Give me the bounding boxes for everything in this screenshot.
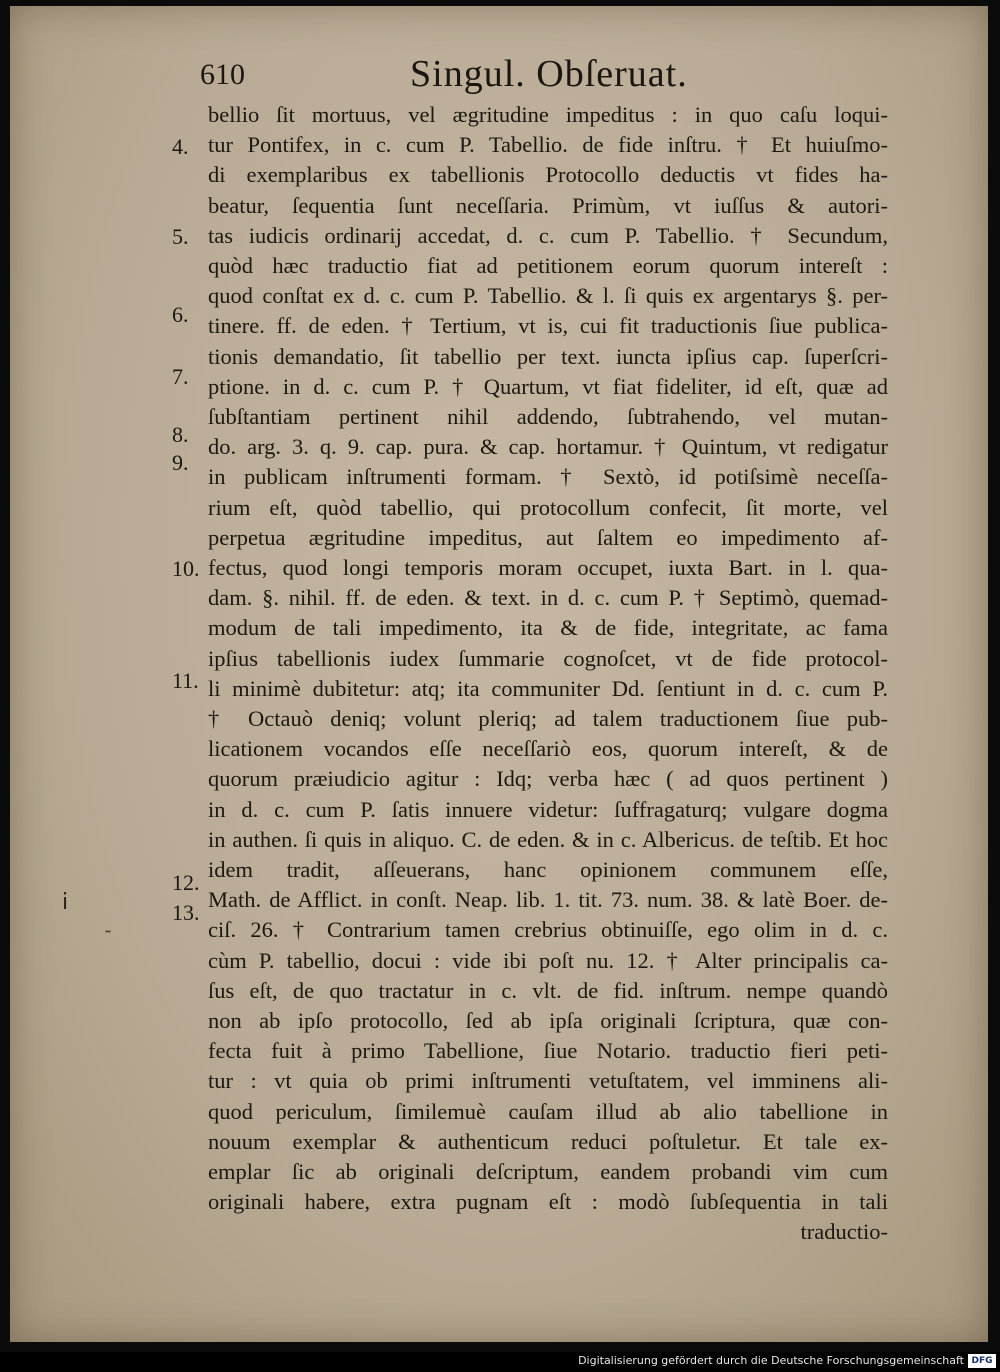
text-line: originali habere, extra pugnam eſt : modò ſubſequentia in tali bbox=[208, 1189, 888, 1215]
text-line: licationem vocandos eſſe neceſſariò eos, quorum intereſt, & de bbox=[208, 736, 888, 762]
text-line: modum de tali impedimento, ita & de fide, integritate, ac fama bbox=[208, 615, 888, 641]
text-line: tur Pontifex, in c. cum P. Tabellio. de fide inſtru. † Et huiuſmo- bbox=[208, 132, 888, 158]
text-line: in d. c. cum P. ſatis innuere videtur: ſuffragaturq; vulgare dogma bbox=[208, 796, 888, 822]
text-line: bellio ſit mortuus, vel ægritudine impeditus : in quo caſu loqui- bbox=[208, 102, 888, 127]
ink-mark: ˜ bbox=[104, 928, 112, 947]
margin-number: 7. bbox=[172, 364, 189, 389]
text-line: tinere. ff. de eden. † Tertium, vt is, cui fit traductionis ſiue publica- bbox=[208, 313, 888, 339]
text-line: nouum exemplar & authenticum reduci poſtuletur. Et tale ex- bbox=[208, 1128, 888, 1154]
text-line: idem tradit, aſſeuerans, hanc opinionem communem eſſe, bbox=[208, 857, 888, 882]
text-line: Math. de Afflict. in conſt. Neap. lib. 1. tit. 73. num. 38. & latè Boer. de- bbox=[208, 887, 888, 913]
text-line: perpetua ægritudine impeditus, aut ſaltem eo impedimento af- bbox=[208, 524, 888, 550]
text-line: beatur, ſequentia ſunt neceſſaria. Primùm, vt iuſſus & autori- bbox=[208, 192, 888, 218]
text-line: rium eſt, quòd tabellio, qui protocollum confecit, ſit morte, vel bbox=[208, 494, 888, 520]
ink-mark: ⅰ bbox=[62, 890, 69, 915]
text-line: cùm P. tabellio, docui : vide ibi poſt nu. 12. † Alter principalis ca- bbox=[208, 947, 888, 973]
text-line: ptione. in d. c. cum P. † Quartum, vt fiat fideliter, id eſt, quæ ad bbox=[208, 373, 888, 399]
margin-number: 11. bbox=[172, 668, 199, 693]
footer-text: Digitalisierung gefördert durch die Deutsche Forschungsgemeinschaft bbox=[578, 1354, 964, 1367]
text-line: † Octauò deniq; volunt pleriq; ad talem traductionem ſiue pub- bbox=[208, 706, 888, 731]
text-line: traductio- bbox=[800, 1219, 888, 1245]
text-line: ciſ. 26. † Contrarium tamen crebrius obtinuiſſe, ego olim in d. c. bbox=[208, 917, 888, 943]
text-line: di exemplaribus ex tabellionis Protocollo deductis vt fides ha- bbox=[208, 162, 888, 188]
dfg-logo: DFG bbox=[968, 1354, 996, 1368]
running-title: Singul. Obſeruat. bbox=[410, 53, 688, 95]
margin-number: 4. bbox=[172, 134, 189, 159]
text-line: in publicam inſtrumenti formam. † Sextò, id potiſsimè neceſſa- bbox=[208, 464, 888, 490]
margin-number: 6. bbox=[172, 302, 189, 327]
margin-number: 8. bbox=[172, 422, 189, 447]
text-line: ſubſtantiam pertinent nihil addendo, ſubtrahendo, vel mutan- bbox=[208, 404, 888, 429]
text-line: tur : vt quia ob primi inſtrumenti vetuſtatem, vel imminens ali- bbox=[208, 1068, 888, 1094]
text-line: quod conſtat ex d. c. cum P. Tabellio. & l. ſi quis ex argentarys §. per- bbox=[208, 283, 888, 309]
text-line: quorum præiudicio agitur : Idq; verba hæc ( ad quos pertinent ) bbox=[208, 766, 888, 792]
text-line: dam. §. nihil. ff. de eden. & text. in d. c. cum P. † Septimò, quemad- bbox=[208, 585, 888, 611]
text-line: ſus eſt, de quo tractatur in c. vlt. de fid. inſtrum. nempe quandò bbox=[208, 977, 888, 1003]
text-line: ipſius tabellionis iudex ſummarie cognoſcet, vt de fide protocol- bbox=[208, 645, 888, 671]
text-line: non ab ipſo protocollo, ſed ab ipſa originali ſcriptura, quæ con- bbox=[208, 1008, 888, 1033]
text-line: li minimè dubitetur: atq; ita communiter Dd. ſentiunt in d. c. cum P. bbox=[208, 675, 888, 701]
footer-bar bbox=[0, 1352, 1000, 1372]
margin-number: 12. bbox=[172, 870, 200, 895]
text-line: fecta fuit à primo Tabellione, ſiue Notario. traductio fieri peti- bbox=[208, 1038, 888, 1064]
margin-number: 9. bbox=[172, 450, 189, 475]
margin-number: 5. bbox=[172, 224, 189, 249]
text-line: in authen. ſi quis in aliquo. C. de eden. & in c. Albericus. de teſtib. Et hoc bbox=[208, 826, 888, 852]
text-line: tionis demandatio, ſit tabellio per text. iuncta ipſius cap. ſuperſcri- bbox=[208, 343, 888, 369]
text-line: quod periculum, ſimilemuè cauſam illud ab alio tabellione in bbox=[208, 1098, 888, 1124]
page-header bbox=[200, 52, 900, 102]
page-number: 610 bbox=[200, 58, 245, 91]
margin-number: 13. bbox=[172, 900, 200, 925]
margin-number: 10. bbox=[172, 556, 200, 581]
text-line: emplar ſic ab originali deſcriptum, eandem probandi vim cum bbox=[208, 1159, 888, 1184]
text-line: tas iudicis ordinarij accedat, d. c. cum P. Tabellio. † Secundum, bbox=[208, 222, 888, 248]
text-line: fectus, quod longi temporis moram occupet, iuxta Bart. in l. qua- bbox=[208, 555, 888, 580]
text-line: do. arg. 3. q. 9. cap. pura. & cap. hortamur. † Quintum, vt redigatur bbox=[208, 434, 888, 460]
text-line: quòd hæc traductio fiat ad petitionem eorum quorum intereſt : bbox=[208, 253, 888, 278]
